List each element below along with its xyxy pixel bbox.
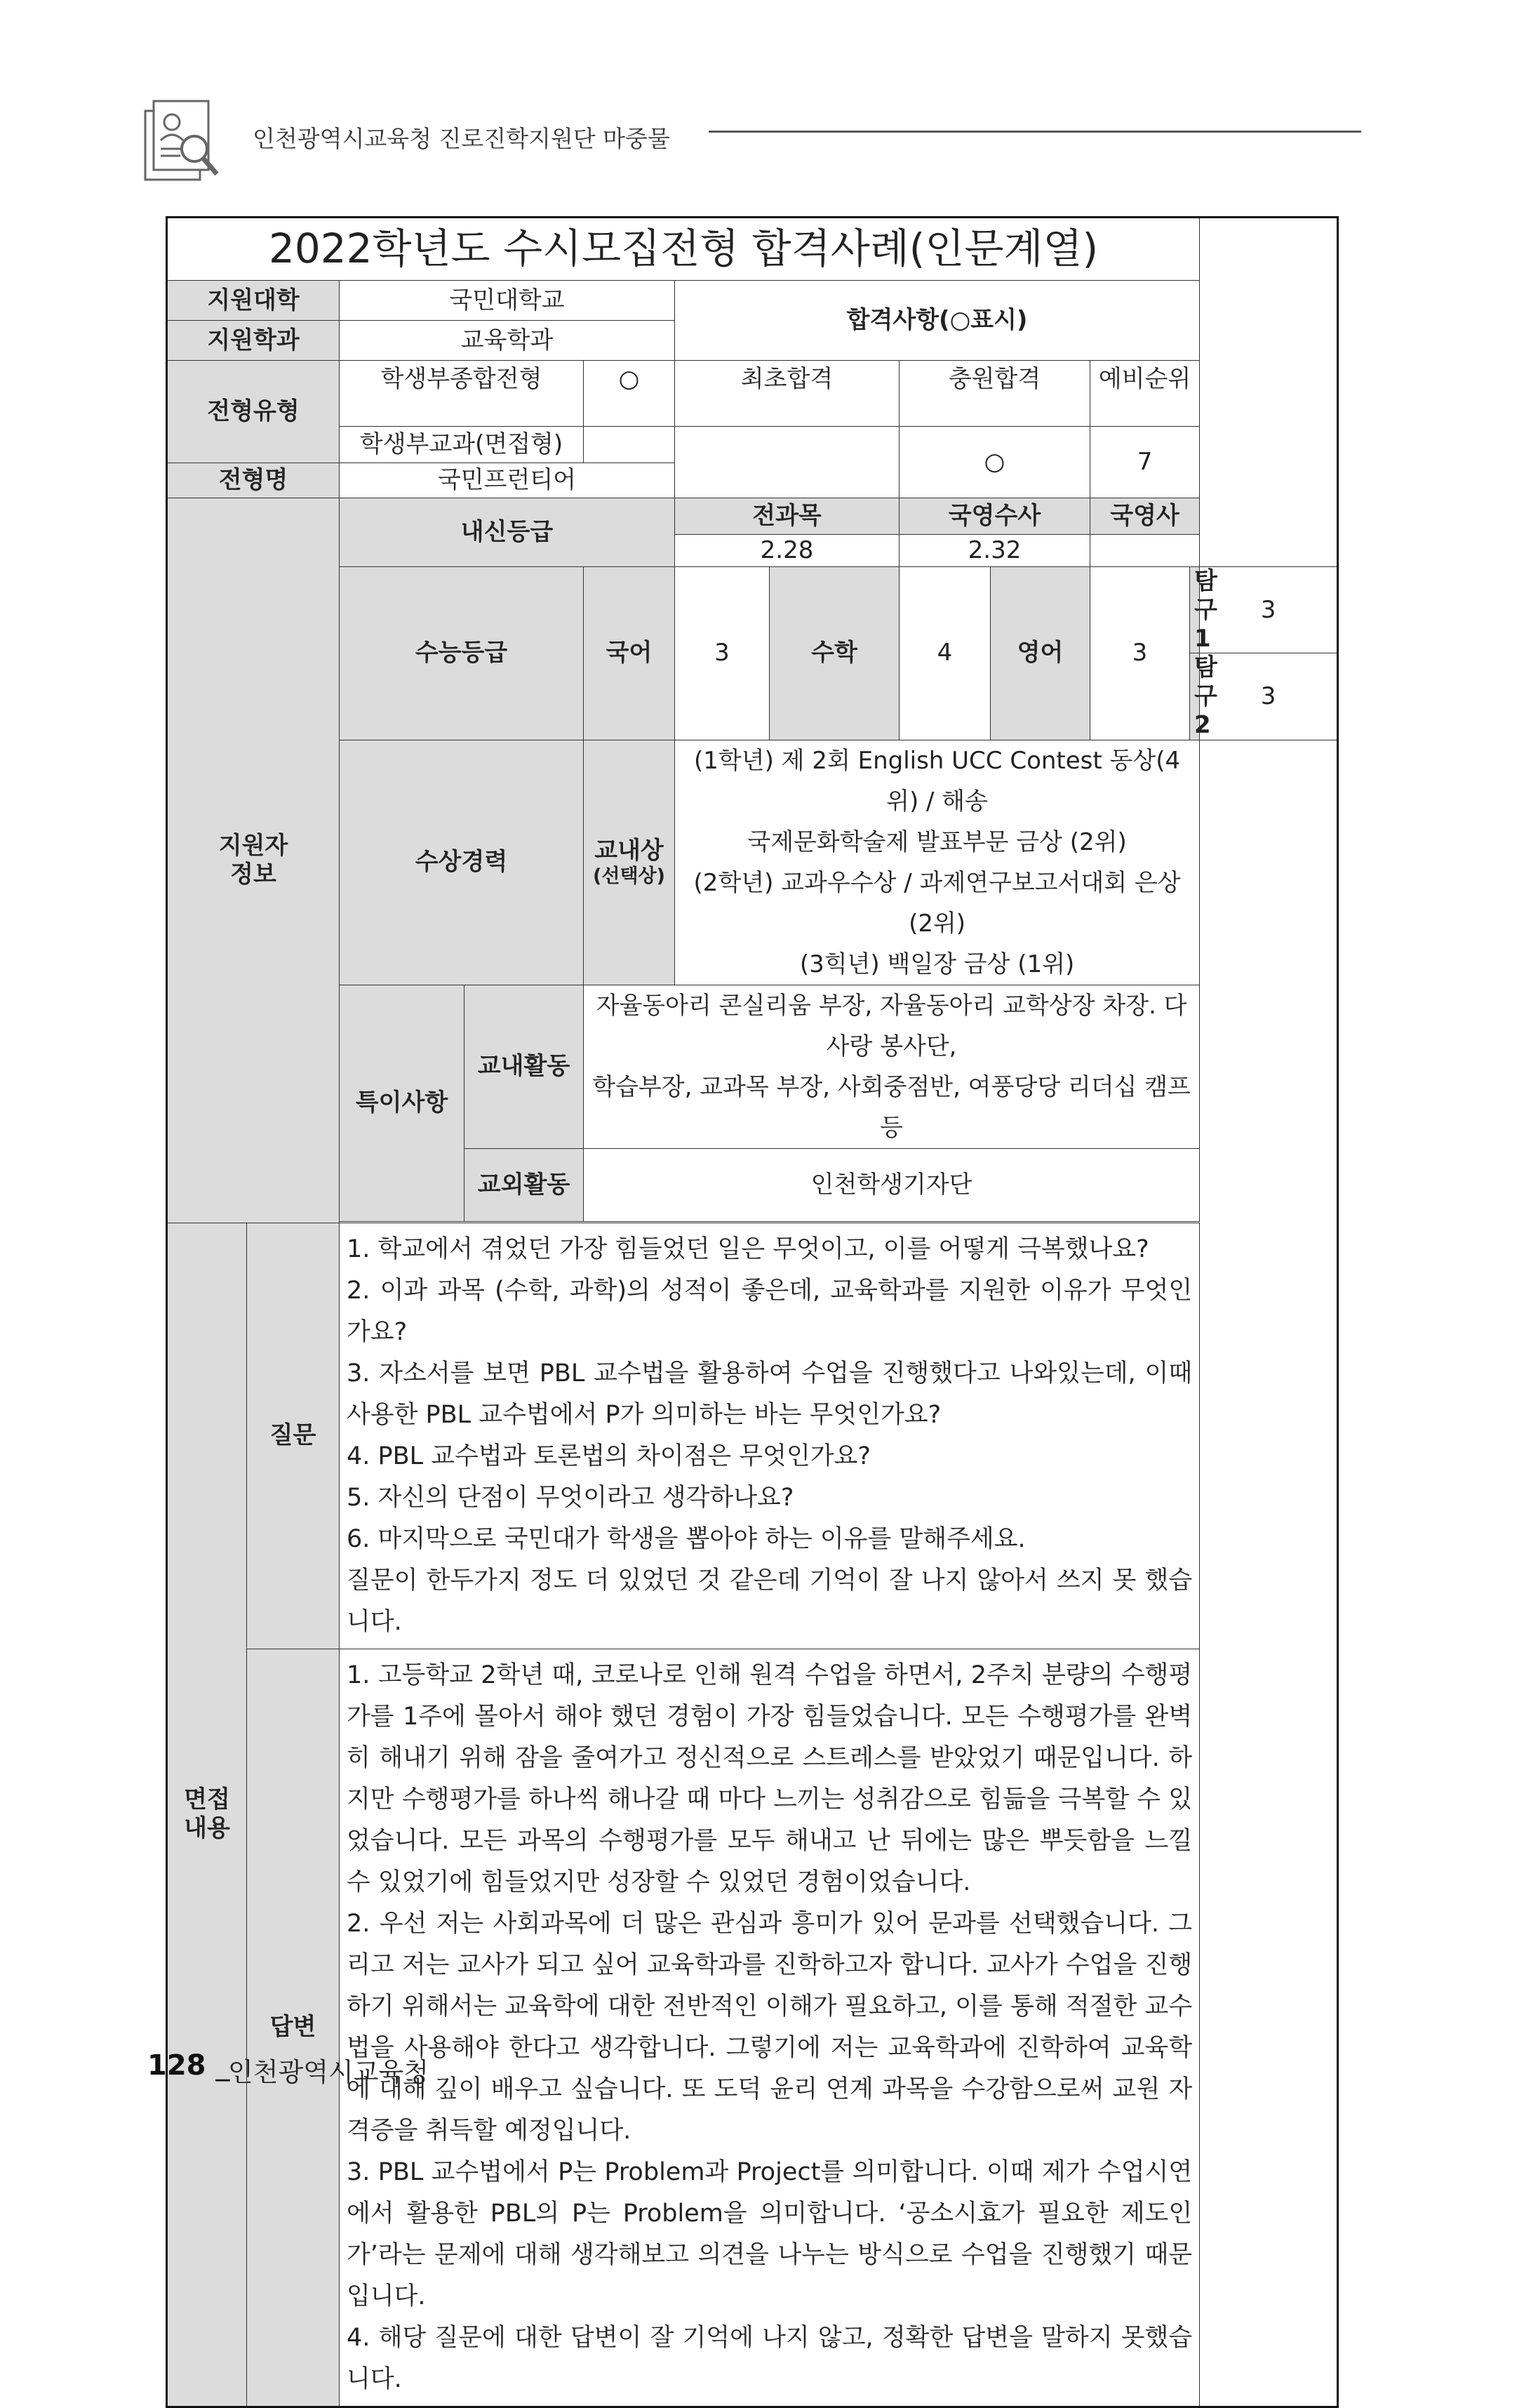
department-value: 교육학과	[340, 321, 675, 361]
admission-type-1: 학생부종합전형	[340, 361, 584, 427]
awards-list	[675, 740, 1200, 985]
out-school-label: 교외활동	[464, 1148, 584, 1221]
applicant-info-label-line2: 정보	[230, 860, 276, 889]
applicant-info-label	[167, 498, 340, 1223]
additional-pass-label: 충원합격	[900, 361, 1090, 427]
grade-kems-value: 2.32	[900, 535, 1090, 567]
award-line-3: (2학년) 교과우수상 / 과제연구보고서대회 은상 (2위)	[693, 868, 1181, 938]
department-label: 지원학과	[167, 321, 340, 361]
header-title: 인천광역시교육청 진로진학지원단 마중물	[253, 125, 670, 152]
waitlist-label: 예비순위	[1090, 361, 1200, 427]
awards-label: 수상경력	[340, 740, 584, 985]
inquiry2-value: 3	[1200, 653, 1338, 740]
admission-type-2-mark	[584, 427, 675, 463]
admission-name-label: 전형명	[167, 463, 340, 498]
university-label: 지원대학	[167, 281, 340, 321]
question-item: 3. 자소서를 보면 PBL 교수법을 활용하여 수업을 진행했다고 나와있는데, 이때 사용한 PBL 교수법에서 P가 의미하는 바는 무엇인가요?	[347, 1359, 1193, 1429]
first-pass-label: 최초합격	[675, 361, 900, 427]
result-header: 합격사항(○표시)	[675, 281, 1200, 361]
in-school-line-1: 자율동아리 콘실리움 부장, 자율동아리 교학상장 차장. 다사랑 봉사단,	[596, 991, 1187, 1060]
math-value: 4	[900, 567, 991, 740]
notes-label: 특이사항	[340, 985, 464, 1221]
interview-label-line2: 내용	[184, 1814, 230, 1843]
question-item: 6. 마지막으로 국민대가 학생을 뽑아야 하는 이유를 말해주세요.	[347, 1524, 1026, 1553]
additional-pass-mark: ○	[900, 427, 1090, 498]
question-item: 질문이 한두가지 정도 더 있었던 것 같은데 기억이 잘 나지 않아서 쓰지 못 했습니다.	[347, 1566, 1193, 1636]
admission-name-value: 국민프런티어	[340, 463, 675, 498]
answer-item: 2. 우선 저는 사회과목에 더 많은 관심과 흥미가 있어 문과를 선택했습니다. 그리고 저는 교사가 되고 싶어 교육학과를 진학하고자 합니다. 교사가 수업을 진행하기 위해서는 교육학에 대한 전반적인 이해가 필요하고, 이를 통해 적절한 교수법을 사용해야 한다고 생각합니다. 그렇기에 저는 교육학과에 진학하여 교육학에 대해 깊이 배우고 싶습니다. 또 도덕 윤리 연계 과목을 수강함으로써 교원 자격증을 취득할 예정입니다.	[347, 1909, 1193, 2145]
school-award-sub: (선택상)	[593, 865, 665, 887]
grade-all-value: 2.28	[675, 535, 900, 567]
university-value: 국민대학교	[340, 281, 675, 321]
question-item: 1. 학교에서 겪었던 가장 힘들었던 일은 무엇이고, 이를 어떻게 극복했나요?	[347, 1235, 1149, 1263]
admission-type-1-mark: ○	[584, 361, 675, 427]
english-label: 영어	[991, 567, 1090, 740]
page-number-separator: _	[215, 2049, 230, 2082]
award-line-2: 국제문화학술제 발표부문 금상 (2위)	[747, 827, 1127, 856]
answers-list	[340, 1649, 1200, 2407]
answer-item: 1. 고등학교 2학년 때, 코로나로 인해 원격 수업을 하면서, 2주치 분량의 수행평가를 1주에 몰아서 해야 했던 경험이 가장 힘들었습니다. 모든 수행평가를 완벽히 해내기 위해 잠을 줄여가고 정신적으로 스트레스를 받았었기 때문입니다. 하지만 수행평가를 하나씩 해나갈 때 마다 느끼는 성취감으로 힘듦을 극복할 수 있었습니다. 모든 과목의 수행평가를 모두 해내고 난 뒤에는 많은 뿌듯함을 느낄 수 있었기에 힘들었지만 성장할 수 있었던 경험이었습니다.	[347, 1661, 1193, 1896]
inquiry2-label: 탐구 2	[1190, 653, 1200, 740]
school-award-label	[584, 740, 675, 985]
question-item: 4. PBL 교수법과 토론법의 차이점은 무엇인가요?	[347, 1442, 871, 1470]
korean-label: 국어	[584, 567, 675, 740]
award-line-1: (1학년) 제 2회 English UCC Contest 동상(4위) / 해송	[694, 746, 1181, 816]
interview-label-line1: 면접	[184, 1785, 230, 1814]
korean-value: 3	[675, 567, 770, 740]
school-grade-label: 내신등급	[340, 498, 675, 567]
questions-list	[340, 1223, 1200, 1649]
question-item: 2. 이과 과목 (수학, 과학)의 성적이 좋은데, 교육학과를 지원한 이유가 무엇인가요?	[347, 1276, 1193, 1346]
interview-label	[167, 1223, 247, 2407]
in-school-line-2: 학습부장, 교과목 부장, 사회중점반, 여풍당당 리더십 캠프 등	[592, 1072, 1191, 1142]
school-award-title: 교내상	[594, 837, 664, 865]
question-label: 질문	[247, 1223, 340, 1649]
page-number-value: 128	[147, 2049, 206, 2082]
page-number	[147, 2049, 229, 2082]
english-value: 3	[1090, 567, 1190, 740]
out-school-value: 인천학생기자단	[584, 1148, 1200, 1221]
answer-label: 답변	[247, 1649, 340, 2407]
waitlist-number: 7	[1090, 427, 1200, 498]
grade-all-label: 전과목	[675, 498, 900, 535]
in-school-label: 교내활동	[464, 985, 584, 1148]
admission-type-label: 전형유형	[167, 361, 340, 463]
inquiry1-label: 탐구 1	[1190, 567, 1200, 653]
grade-kes-value	[1090, 535, 1200, 567]
question-item: 5. 자신의 단점이 무엇이라고 생각하나요?	[347, 1483, 794, 1512]
answer-item: 3. PBL 교수법에서 P는 Problem과 Project를 의미합니다. 이때 제가 수업시연에서 활용한 PBL의 P는 Problem을 의미합니다. ‘공소시효가 필요한 제도인가’라는 문제에 대해 생각해보고 의견을 나누는 방식으로 수업을 진행했기 때문입니다.	[347, 2157, 1193, 2310]
csat-grade-label: 수능등급	[340, 567, 584, 740]
page-title: 2022학년도 수시모집전형 합격사례(인문계열)	[167, 218, 1200, 281]
math-label: 수학	[770, 567, 900, 740]
first-pass-mark	[675, 427, 900, 498]
header-rule	[709, 131, 1361, 133]
applicant-info-label-line1: 지원자	[218, 832, 288, 860]
award-line-4: (3힉년) 백일장 금상 (1위)	[799, 950, 1075, 978]
grade-kems-label: 국영수사	[900, 498, 1090, 535]
document-search-icon	[144, 97, 221, 182]
admission-type-2: 학생부교과(면접형)	[340, 427, 584, 463]
footer-org: 인천광역시교육청	[228, 2057, 429, 2087]
answer-item: 4. 해당 질문에 대한 답변이 잘 기억에 나지 않고, 정확한 답변을 말하지 못했습니다.	[347, 2323, 1193, 2393]
in-school-activities	[584, 985, 1200, 1148]
inquiry1-value: 3	[1200, 567, 1338, 653]
grade-kes-label: 국영사	[1090, 498, 1200, 535]
